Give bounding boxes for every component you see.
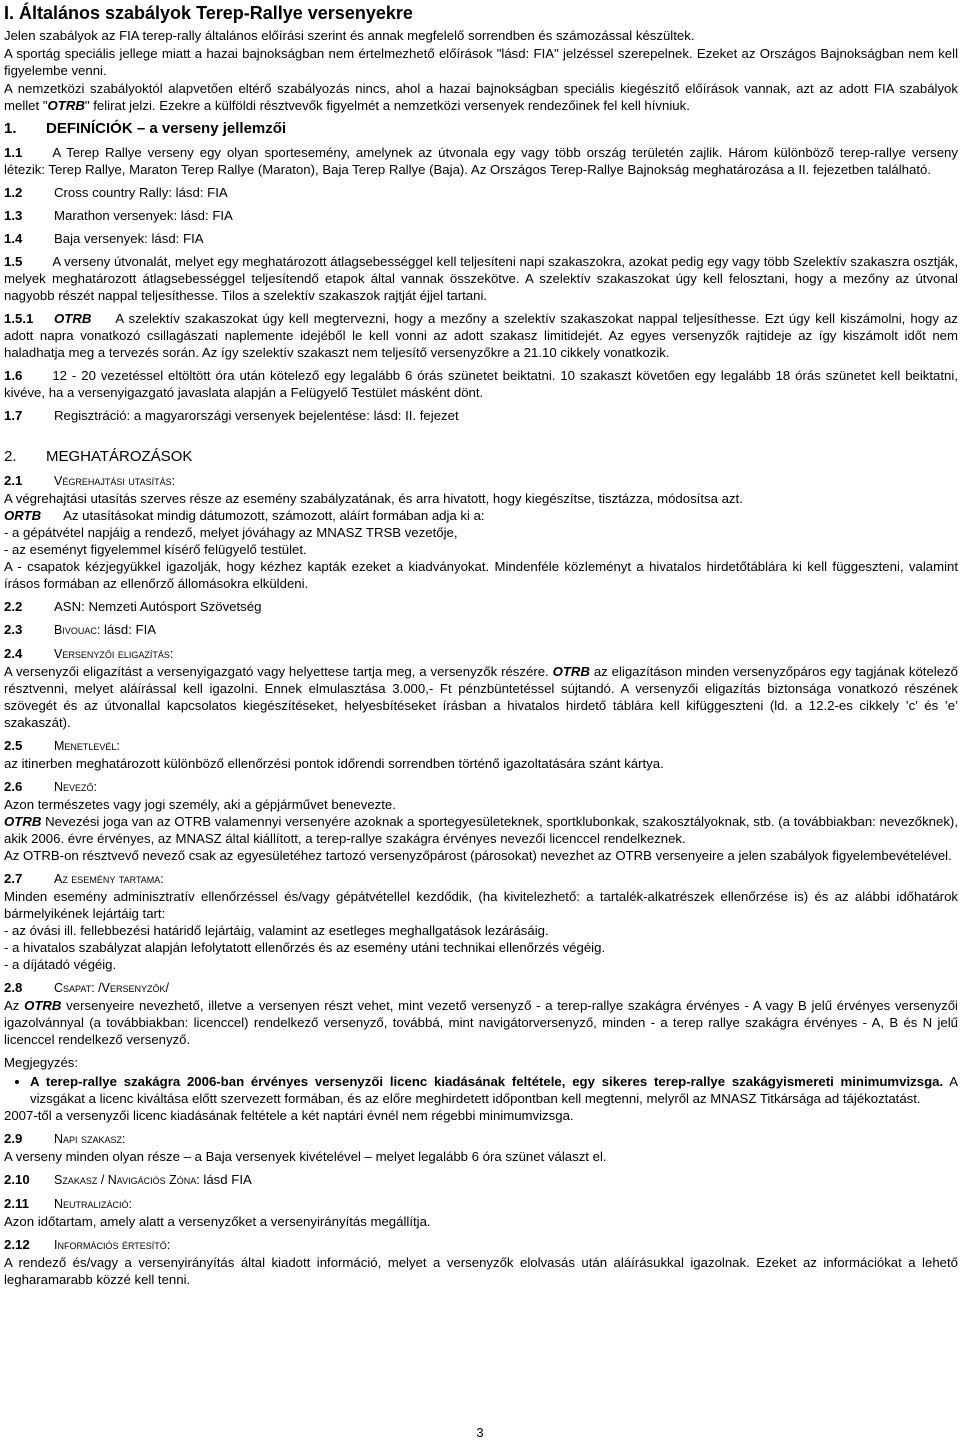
section-1-heading: 1. DEFINÍCIÓK – a verseny jellemzői xyxy=(4,120,287,137)
def-2-6-text-2: Az OTRB-on résztvevő nevező csak az egyesületéhez tartozó versenyzőpárost (párosokat) nevezhet az OTRB versenyeire a jelen szabályok figyelembevételével. xyxy=(4,848,952,863)
item-1-5: 1.5 A verseny útvonalát, melyet egy meghatározott átlagsebességgel kell teljesíteni napi szakaszokra, azokat pedig egy vagy több Szelektív szakaszra osztják, melyek meghatározott átlagsebességgel teljesítendő etapok által vannak összekötve. A szelektív szakaszokat úgy kell felosztani, hogy a mezőny az útvonal nagyobb részét nappal teljesíthesse. Tilos a szelektív szakaszok rajtját éjjel tartani. xyxy=(4,254,958,303)
def-2-4-text: A versenyzői eligazítást a versenyigazgató vagy helyettese tartja meg, a versenyzők részére. OTRB az eligazításon minden versenyzőpáros egy tagjának kötelező résztvenni, melyet aláírással kell igazolni. Ennek elmulasztása 3.000,- Ft pénzbüntetéssel sújtandó. A versenyzői eligazítás biztonsága vonatkozó részének szövegét és az útvonallal kapcsolatos kiegészítéseket, helyesbítéseket írásban a hivatalos hirdető táblára kell kifüggeszteni (ld. a 12.2-es cikkely ’c’ és ’e’ szakaszát). xyxy=(4,664,958,730)
item-1-3: 1.3 Marathon versenyek: lásd: FIA xyxy=(4,208,233,223)
def-2-11-text: Azon időtartam, amely alatt a versenyzőket a versenyirányítás megállítja. xyxy=(4,1214,431,1229)
def-2-2: 2.2 ASN: Nemzeti Autósport Szövetség xyxy=(4,599,262,614)
document-page xyxy=(4,2,958,1288)
def-2-6-text: Azon természetes vagy jogi személy, aki a gépjárművet benevezte. xyxy=(4,797,396,812)
def-2-5-heading: 2.5 Menetlevél: xyxy=(4,738,120,753)
def-2-7-heading: 2.7 Az esemény tartama: xyxy=(4,871,164,886)
def-2-6-heading: 2.6 Nevező: xyxy=(4,779,98,794)
otrb-tag: OTRB xyxy=(4,814,42,829)
note-label: Megjegyzés: xyxy=(4,1055,79,1070)
item-1-2: 1.2 Cross country Rally: lásd: FIA xyxy=(4,185,228,200)
def-2-1-heading: 2.1 Végrehajtási utasítás: xyxy=(4,473,176,488)
intro-paragraph-1: Jelen szabályok az FIA terep-rally általános előírási szerint és annak megfelelő sorrendben és számozással készültek. xyxy=(4,28,695,43)
def-2-12-text: A rendező és/vagy a versenyirányítás által kiadott információ, melyet a versenyzők elolvasás után aláírásukkal igazolnak. Ezeket az információkat a lehető legharamarabb közzé kell tenni. xyxy=(4,1255,958,1287)
def-2-12-heading: 2.12 Információs értesítő: xyxy=(4,1237,171,1252)
otrb-tag: ORTB xyxy=(4,508,42,523)
item-1-7: 1.7 Regisztráció: a magyarországi versenyek bejelentése: lásd: II. fejezet xyxy=(4,408,459,423)
def-2-3: 2.3 Bivouac: lásd: FIA xyxy=(4,622,157,637)
note-line-2: 2007-től a versenyzői licenc kiadásának feltétele a két naptári évnél nem régebbi minimumvizsga. xyxy=(4,1108,574,1123)
def-2-7-line-1: - az óvási ill. fellebbezési határidő lejártáig, valamint az esetleges meghallgatások lezárásáig. xyxy=(4,923,549,938)
def-2-9-text: A verseny minden olyan része – a Baja versenyek kivételével – melyet legalább 6 óra szünet választ el. xyxy=(4,1149,607,1164)
def-2-1-otrb: ORTB Az utasításokat mindig dátumozott, számozott, aláírt formában adja ki a: xyxy=(4,508,485,523)
item-1-4: 1.4 Baja versenyek: lásd: FIA xyxy=(4,231,204,246)
section-2-heading: 2. MEGHATÁROZÁSOK xyxy=(4,448,193,465)
def-2-7-line-3: - a díjátadó végéig. xyxy=(4,957,117,972)
item-1-6: 1.6 12 - 20 vezetéssel eltöltött óra után kötelező egy legalább 6 órás szünetet beiktatni. 10 szakaszt követően egy legalább 18 órás szünetet kell beiktatni, kivéve, ha a versenyigazgató javaslata alapján a Felügyelő Testület másként dönt. xyxy=(4,368,958,400)
list-item: • A terep-rallye szakágra 2006-ban érvényes versenyzői licenc kiadásának feltétele, egy sikeres terep-rallye szakágyismereti minimumvizsga. A vizsgákat a licenc kiváltása előtt szervezett formában, és az előre meghirdetett időpontban kell megtenni, melyről az MNASZ Titkársága ad tájékoztatást. xyxy=(30,1073,958,1107)
intro-paragraph-2: A sportág speciális jellege miatt a hazai bajnokságban nem értelmezhető előírások "lásd: FIA" jelzéssel szerepelnek. Ezeket az Országos Bajnokságban nem kell figyelembe venni. xyxy=(4,46,958,78)
def-2-1-line-1: - a gépátvétel napjáig a rendező, melyet jóváhagy az MNASZ TRSB vezetője, xyxy=(4,525,458,540)
otrb-tag: OTRB xyxy=(552,664,590,679)
def-2-8-heading: 2.8 Csapat: /Versenyzők/ xyxy=(4,980,169,995)
def-2-1-line-3: A - csapatok kézjegyükkel igazolják, hogy kézhez kapták ezeket a kiadványokat. Mindenféle közleményt a hivatalos hirdetőtáblára ki kell függeszteni, valamint írásos formában az ellenőrző állomásokra elküldeni. xyxy=(4,559,958,591)
def-2-10: 2.10 Szakasz / Navigációs Zóna: lásd FIA xyxy=(4,1172,252,1187)
item-1-5-1: 1.5.1 OTRB A szelektív szakaszokat úgy kell megtervezni, hogy a mezőny a szelektív szakaszokat nappal teljesíthesse. Ezt úgy kell kiszámolni, hogy az adott napra vonatkozó csillagászati naplemente idejéből le kell vonni az adott szakasz limitidejét. Az egyes versenyzők rajtideje az így kiszámolt időt nem haladhatja meg a tervezés során. Az így szelektív szakaszt nem teljesítő versenyzőkre a 21.10 cikkely vonatkozik. xyxy=(4,311,958,360)
def-2-1-text: A végrehajtási utasítás szerves része az esemény szabályzatának, és arra hivatott, hogy kiegészítse, tisztázza, módosítsa azt. xyxy=(4,491,743,506)
page-number: 3 xyxy=(476,1425,484,1440)
def-2-7-text: Minden esemény adminisztratív ellenőrzéssel és/vagy gépátvétellel kezdődik, (ha kivitelezhető: a tartalék-alkatrészek ellenőrzése is) és az alábbi időhatárok bármelyikének lejártáig tart: xyxy=(4,889,958,921)
def-2-6-otrb: OTRB Nevezési joga van az OTRB valamennyi versenyére azoknak a sportegyesületeknek, sportklubonkak, szakosztályoknak, stb. (a továbbiakban: nevezőknek), akik 2006. évre érvényes, az MNASZ által kiállított, a terep-rallye szakágra érvényes nevezői licenccel rendelkeznek. xyxy=(4,814,958,846)
otrb-tag: OTRB xyxy=(24,998,62,1013)
document-title: I. Általános szabályok Terep-Rallye versenyekre xyxy=(4,3,413,23)
note-list xyxy=(4,1073,958,1107)
otrb-tag: OTRB xyxy=(47,98,85,113)
intro-paragraph-3: A nemzetközi szabályoktól alapvetően eltérő szabályozás nincs, ahol a hazai bajnokságban speciális kiegészítő előírások vannak, azt az adott FIA szabályok mellet "OTRB" felirat jelzi. Ezekre a külföldi résztvevők figyelmét a nemzetközi versenyek rendezőinek fel kell hívniuk. xyxy=(4,81,958,113)
def-2-1-line-2: - az eseményt figyelemmel kísérő felügyelő testület. xyxy=(4,542,307,557)
def-2-4-heading: 2.4 Versenyzői eligazítás: xyxy=(4,646,174,661)
def-2-11-heading: 2.11 Neutralizáció: xyxy=(4,1196,133,1211)
def-2-7-line-2: - a hivatalos szabályzat alapján lefolytatott ellenőrzés és az esemény utáni technikai ellenőrzés végéig. xyxy=(4,940,606,955)
def-2-9-heading: 2.9 Napi szakasz: xyxy=(4,1131,126,1146)
def-2-5-text: az itinerben meghatározott különböző ellenőrzési pontok időrendi sorrendben történő igazoltatására szánt kártya. xyxy=(4,756,664,771)
otrb-tag: OTRB xyxy=(54,311,92,326)
def-2-8-text: Az OTRB versenyeire nevezhető, illetve a versenyen részt vehet, mint vezető versenyző - a terep-rallye szakágra érvényes - A vagy B jelű érvényes versenyzői igazolvánnyal (a továbbiakban: licenccel) rendelkező versenyző, továbbá, mint navigátorversenyző, minden - a terep rallye szakágra érvényes - A, B és N jelű licenccel rendelkező versenyző. xyxy=(4,998,958,1047)
item-1-1: 1.1 A Terep Rallye verseny egy olyan sportesemény, amelynek az útvonala egy vagy több ország területén zajlik. Három különböző terep-rallye verseny létezik: Terep Rallye, Maraton Terep Rallye (Maraton), Baja Terep Rallye (Baja). Az Országos Terep-Rallye Bajnokság meghatározása a II. fejezetben található. xyxy=(4,145,958,177)
